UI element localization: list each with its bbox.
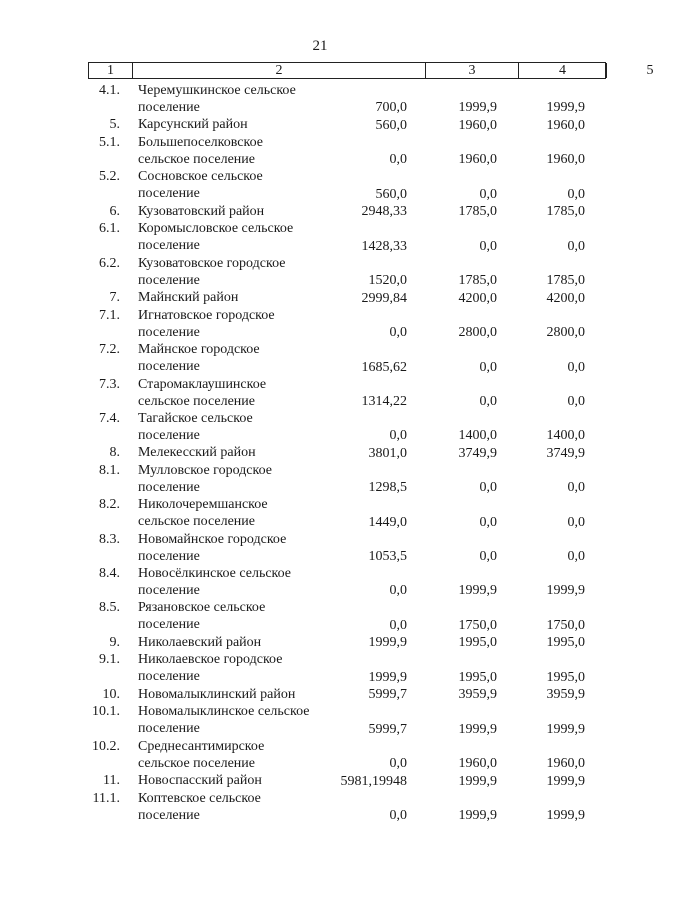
- row-number: 7.3.: [99, 376, 120, 392]
- row-number: 11.1.: [92, 790, 120, 806]
- row-value-col4: 1995,0: [458, 669, 497, 685]
- row-number: 4.1.: [99, 83, 120, 98]
- table-row: [0, 599, 640, 633]
- table-row: [0, 410, 640, 444]
- row-number: 6.2.: [99, 255, 120, 271]
- row-name: Старомаклаушинское сельское поселение: [138, 376, 267, 409]
- row-number: 8.3.: [99, 531, 120, 547]
- table-row: [0, 220, 640, 254]
- row-value-col5: 1999,9: [546, 773, 585, 789]
- table-row: [0, 634, 640, 652]
- row-value-col4: 1999,9: [458, 100, 497, 116]
- row-value-col3: 3801,0: [368, 445, 407, 461]
- row-value-col3: 5999,7: [368, 721, 407, 737]
- table-row: [0, 203, 640, 221]
- row-value-col4: 1999,9: [458, 583, 497, 599]
- row-value-col5: 0,0: [567, 480, 585, 496]
- row-value-col3: 5981,19948: [340, 773, 407, 789]
- header-col-1: 1: [89, 63, 133, 78]
- row-value-col3: 2948,33: [361, 204, 407, 220]
- table-row: [0, 444, 640, 462]
- row-value-col5: 1999,9: [546, 808, 585, 824]
- header-col-2: 2: [133, 63, 426, 78]
- row-value-col3: 700,0: [375, 100, 407, 116]
- row-name: Кузоватовское городское поселение: [138, 255, 286, 288]
- table-row: [0, 255, 640, 289]
- row-value-col4: 0,0: [479, 549, 497, 565]
- row-value-col5: 1999,9: [546, 583, 585, 599]
- row-name: Рязановское сельское поселение: [138, 600, 266, 633]
- row-value-col4: 1750,0: [458, 617, 497, 633]
- row-value-col3: 5999,7: [368, 687, 407, 703]
- row-name: Сосновское сельское поселение: [138, 169, 263, 202]
- row-value-col5: 1400,0: [546, 428, 585, 444]
- row-number: 11.: [103, 773, 120, 789]
- row-number: 8.2.: [99, 497, 120, 513]
- row-number: 7.1.: [99, 307, 120, 323]
- row-value-col3: 1999,9: [368, 635, 407, 651]
- header-col-5: 5: [646, 63, 654, 78]
- table-row: [0, 565, 640, 599]
- table-row: [0, 341, 640, 375]
- row-name: Среднесантимирское сельское поселение: [138, 738, 265, 771]
- header-col-4: 4: [519, 63, 607, 78]
- row-value-col5: 1960,0: [546, 117, 585, 133]
- row-value-col3: 1999,9: [368, 669, 407, 685]
- row-value-col5: 1999,9: [546, 721, 585, 737]
- row-number: 7.2.: [99, 342, 120, 358]
- row-number: 9.1.: [99, 652, 120, 668]
- row-number: 8.5.: [99, 600, 120, 616]
- row-value-col3: 1298,5: [368, 480, 407, 496]
- table-row: [0, 307, 640, 341]
- row-value-col4: 1960,0: [458, 756, 497, 772]
- row-name: Мулловское городское поселение: [138, 462, 272, 495]
- row-name: Николаевское городское поселение: [138, 652, 283, 685]
- table-row: [0, 82, 640, 116]
- row-value-col5: 0,0: [567, 549, 585, 565]
- row-value-col4: 1999,9: [458, 721, 497, 737]
- table-row: [0, 116, 640, 134]
- table-row: [0, 651, 640, 685]
- row-value-col5: 1750,0: [546, 617, 585, 633]
- row-value-col3: 0,0: [389, 583, 407, 599]
- row-value-col3: 1314,22: [361, 393, 407, 409]
- row-name: Коптевское сельское поселение: [138, 790, 261, 823]
- row-value-col5: 0,0: [567, 238, 585, 254]
- table-row: [0, 496, 640, 530]
- row-value-col5: 3959,9: [546, 687, 585, 703]
- table-header: [88, 62, 654, 79]
- row-value-col3: 560,0: [375, 117, 407, 133]
- row-value-col5: 0,0: [567, 186, 585, 202]
- table-body: [0, 82, 640, 824]
- header-col-3: 3: [426, 63, 519, 78]
- row-value-col4: 1960,0: [458, 152, 497, 168]
- row-number: 5.1.: [99, 134, 120, 150]
- row-name: Черемушкинское сельское поселение: [138, 83, 296, 115]
- row-value-col3: 1449,0: [368, 514, 407, 530]
- row-value-col4: 2800,0: [458, 325, 497, 341]
- row-name: Новомайнское городское поселение: [138, 531, 287, 564]
- row-value-col5: 0,0: [567, 393, 585, 409]
- row-value-col3: 0,0: [389, 808, 407, 824]
- row-value-col5: 3749,9: [546, 445, 585, 461]
- row-value-col3: 1428,33: [361, 238, 407, 254]
- row-value-col4: 0,0: [479, 514, 497, 530]
- row-name: Большепоселковское сельское поселение: [138, 134, 263, 167]
- row-name: Игнатовское городское поселение: [138, 307, 275, 340]
- row-value-col3: 1053,5: [368, 549, 407, 565]
- row-name: Новомалыклинский район: [138, 686, 296, 702]
- row-name: Новосёлкинское сельское поселение: [138, 566, 292, 599]
- table-row: [0, 772, 640, 790]
- row-value-col4: 1999,9: [458, 773, 497, 789]
- row-value-col4: 1995,0: [458, 635, 497, 651]
- table-row: [0, 686, 640, 704]
- row-name: Тагайское сельское поселение: [138, 410, 253, 443]
- row-name: Новоспасский район: [138, 773, 262, 789]
- row-value-col5: 1960,0: [546, 152, 585, 168]
- row-value-col3: 0,0: [389, 325, 407, 341]
- row-value-col3: 1520,0: [368, 273, 407, 289]
- row-value-col4: 1785,0: [458, 204, 497, 220]
- row-value-col3: 1685,62: [361, 359, 407, 375]
- row-name: Николаевский район: [138, 634, 262, 650]
- row-value-col4: 1785,0: [458, 273, 497, 289]
- row-name: Майнское городское поселение: [138, 342, 260, 375]
- row-value-col5: 1995,0: [546, 635, 585, 651]
- table-row: [0, 738, 640, 772]
- row-number: 10.1.: [92, 704, 120, 720]
- row-name: Новомалыклинское сельское поселение: [138, 704, 310, 737]
- row-number: 8.4.: [99, 566, 120, 582]
- row-value-col3: 0,0: [389, 756, 407, 772]
- row-value-col3: 0,0: [389, 617, 407, 633]
- page-number: 21: [312, 38, 328, 54]
- row-number: 6.1.: [99, 221, 120, 237]
- table-row: [0, 289, 640, 307]
- row-name: Мелекесский район: [138, 445, 256, 461]
- row-number: 10.2.: [92, 738, 120, 754]
- row-name: Николочеремшанское сельское поселение: [138, 497, 268, 530]
- row-value-col4: 1960,0: [458, 117, 497, 133]
- row-value-col4: 3959,9: [458, 687, 497, 703]
- row-number: 7.4.: [99, 410, 120, 426]
- row-value-col3: 0,0: [389, 152, 407, 168]
- row-value-col4: 0,0: [479, 480, 497, 496]
- row-value-col5: 0,0: [567, 359, 585, 375]
- row-name: Кузоватовский район: [138, 203, 265, 219]
- table-row: [0, 703, 640, 737]
- row-value-col5: 1960,0: [546, 756, 585, 772]
- table-row: [0, 168, 640, 202]
- row-value-col3: 560,0: [375, 186, 407, 202]
- row-name: Коромысловское сельское поселение: [138, 221, 294, 254]
- row-value-col5: 4200,0: [546, 290, 585, 306]
- row-value-col4: 1400,0: [458, 428, 497, 444]
- row-number: 5.2.: [99, 169, 120, 185]
- row-number: 10.: [102, 686, 120, 702]
- row-value-col3: 2999,84: [361, 290, 407, 306]
- row-value-col4: 3749,9: [458, 445, 497, 461]
- table-row: [0, 462, 640, 496]
- row-number: 5.: [109, 117, 120, 133]
- table-row: [0, 531, 640, 565]
- row-number: 9.: [109, 634, 120, 650]
- row-name: Карсунский район: [138, 117, 248, 133]
- row-value-col4: 1999,9: [458, 808, 497, 824]
- row-number: 8.1.: [99, 462, 120, 478]
- row-value-col4: 0,0: [479, 238, 497, 254]
- row-value-col3: 0,0: [389, 428, 407, 444]
- row-value-col5: 1785,0: [546, 204, 585, 220]
- row-value-col4: 0,0: [479, 186, 497, 202]
- row-value-col5: 1995,0: [546, 669, 585, 685]
- row-value-col4: 0,0: [479, 393, 497, 409]
- row-value-col5: 1785,0: [546, 273, 585, 289]
- row-value-col5: 1999,9: [546, 100, 585, 116]
- row-number: 6.: [109, 203, 120, 219]
- table-row: [0, 790, 640, 824]
- row-number: 8.: [109, 445, 120, 461]
- row-value-col4: 4200,0: [458, 290, 497, 306]
- table-row: [0, 376, 640, 410]
- row-number: 7.: [109, 290, 120, 306]
- row-value-col4: 0,0: [479, 359, 497, 375]
- row-name: Майнский район: [138, 290, 239, 306]
- row-value-col5: 0,0: [567, 514, 585, 530]
- table-row: [0, 134, 640, 168]
- row-value-col5: 2800,0: [546, 325, 585, 341]
